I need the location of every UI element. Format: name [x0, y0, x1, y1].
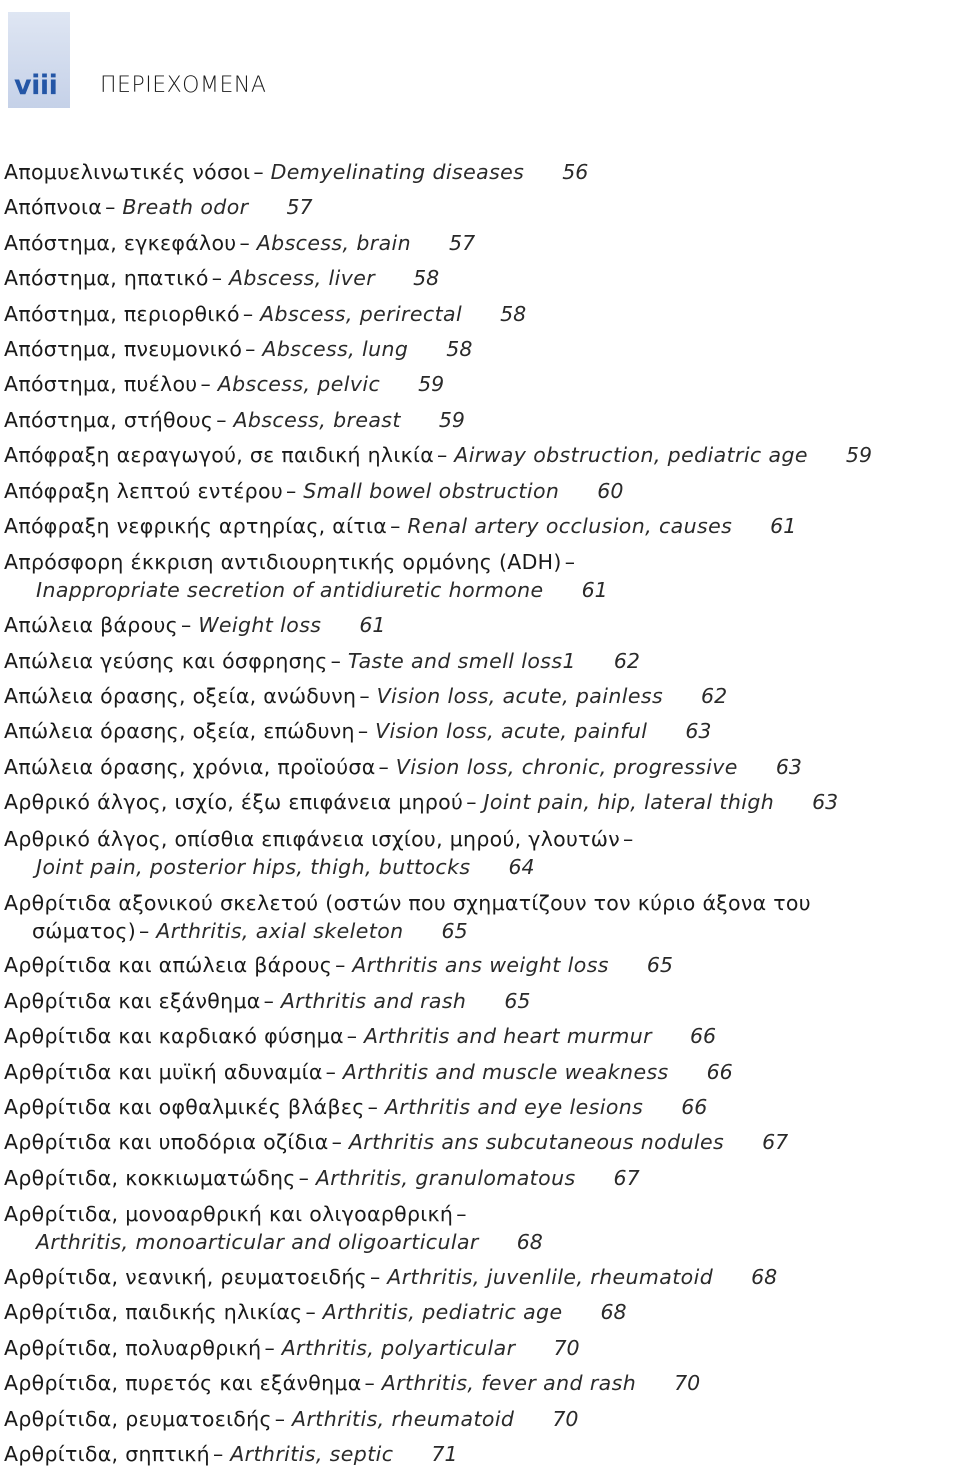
toc-entry [4, 1090, 956, 1125]
entry-dash: – [390, 514, 401, 539]
entry-greek-title: Αρθρίτιδα και εξάνθημα [4, 988, 261, 1013]
entry-english-title: Arthritis, polyarticular [281, 1335, 516, 1360]
entry-page-number: 61 [359, 613, 386, 638]
entry-greek-title: Αρθρίτιδα αξονικού σκελετού (οστών που σχηματίζουν τον κύριο άξονα του [4, 890, 811, 915]
entry-dash: – [245, 337, 256, 362]
entry-dash: – [239, 230, 250, 255]
entry-dash: – [264, 1335, 275, 1360]
entry-page-number: 63 [685, 719, 712, 744]
entry-greek-title: Απόστημα, ηπατικό [4, 266, 209, 291]
entry-dash: – [325, 1059, 336, 1084]
toc-entry [4, 821, 956, 885]
entry-greek-title: Αρθρίτιδα και οφθαλμικές βλάβες [4, 1094, 365, 1119]
entry-english-title: Abscess, breast [233, 407, 401, 432]
entry-english-title: Breath odor [122, 195, 249, 220]
toc-entry [4, 367, 956, 402]
entry-page-number: 70 [552, 1406, 579, 1431]
toc-entry [4, 1055, 956, 1090]
toc-entry [4, 1125, 956, 1160]
entry-page-number: 66 [681, 1094, 708, 1119]
entry-page-number: 64 [508, 854, 535, 879]
entry-greek-title-cont: σώματος) [32, 918, 137, 943]
entry-dash: – [378, 754, 389, 779]
entry-english-title: Arthritis, septic [230, 1441, 394, 1466]
entry-greek-title: Απόστημα, εγκεφάλου [4, 230, 237, 255]
entry-greek-title: Απόστημα, πνευμονικό [4, 337, 243, 362]
entry-greek-title: Απώλεια όρασης, χρόνια, προϊούσα [4, 754, 376, 779]
toc-entry [4, 1260, 956, 1295]
entry-greek-title: Αρθρίτιδα και μυϊκή αδυναμία [4, 1059, 323, 1084]
entry-greek-title: Αρθρικό άλγος, οπίσθια επιφάνεια ισχίου, μηρού, γλουτών [4, 826, 621, 851]
entry-page-number: 59 [845, 443, 872, 468]
toc-entry [4, 1402, 956, 1437]
entry-page-number: 58 [413, 266, 440, 291]
entry-greek-title: Αρθρίτιδα, πολυαρθρική [4, 1335, 262, 1360]
entry-dash: – [216, 407, 227, 432]
entry-greek-title: Αρθρίτιδα, νεανική, ρευματοειδής [4, 1264, 368, 1289]
entry-dash: – [200, 372, 211, 397]
toc-entry [4, 261, 956, 296]
entry-page-number: 68 [600, 1300, 627, 1325]
entry-page-number: 56 [562, 160, 589, 184]
entry-dash: – [263, 988, 274, 1013]
toc-entry [4, 1437, 956, 1472]
entry-dash: – [346, 1024, 358, 1049]
entry-greek-title: Απρόσφορη έκκριση αντιδιουρητικής ορμόνης (ADH) [4, 550, 562, 575]
entry-english-title: Joint pain, posterior hips, thigh, buttocks [36, 854, 471, 879]
entry-dash: – [139, 918, 150, 943]
entry-greek-title: Απώλεια όρασης, οξεία, ανώδυνη [4, 684, 357, 709]
entry-greek-title: Αρθρίτιδα και απώλεια βάρους [4, 953, 333, 978]
entry-greek-title: Αρθρίτιδα και υποδόρια οζίδια [4, 1130, 329, 1155]
section-title: ΠΕΡΙΕΧΟΜΕΝΑ [100, 73, 267, 98]
toc-entry [4, 474, 956, 509]
entry-english-title: Arthritis ans subcutaneous nodules [348, 1130, 725, 1155]
entry-english-title: Small bowel obstruction [303, 478, 560, 503]
entry-page-number: 66 [690, 1024, 717, 1049]
entry-dash: – [274, 1406, 286, 1431]
entry-dash: – [286, 478, 297, 503]
entry-dash: – [359, 684, 370, 709]
entry-greek-title: Απόπνοια [4, 195, 103, 220]
entry-english-title: Weight loss [198, 613, 322, 638]
entry-greek-title: Απόστημα, πυέλου [4, 372, 198, 397]
entry-greek-title: Αρθρίτιδα και καρδιακό φύσημα [4, 1024, 344, 1049]
toc-entry [4, 1366, 956, 1401]
toc-entry [4, 1196, 956, 1260]
entry-english-title: Abscess, liver [228, 266, 376, 291]
entry-english-title: Arthritis, fever and rash [381, 1371, 637, 1396]
entry-dash: – [335, 953, 346, 978]
entry-greek-title: Αρθρικό άλγος, ισχίο, έξω επιφάνεια μηρού [4, 790, 464, 815]
entry-english-title: Joint pain, hip, lateral thigh [483, 790, 775, 815]
toc-entry [4, 644, 956, 679]
toc-entry [4, 750, 956, 785]
toc-entry [4, 948, 956, 983]
toc-entry [4, 190, 956, 225]
entry-greek-title: Απώλεια όρασης, οξεία, επώδυνη [4, 719, 355, 744]
entry-greek-title: Απόφραξη αεραγωγού, σε παιδική ηλικία [4, 443, 435, 468]
entry-english-title: Arthritis, monoarticular and oligoarticular [36, 1230, 479, 1255]
entry-page-number: 62 [701, 684, 728, 709]
toc-entry [4, 509, 956, 544]
entry-english-title: Arthritis, granulomatous [315, 1165, 576, 1190]
entry-page-number: 58 [446, 337, 473, 362]
entry-greek-title: Απόφραξη νεφρικής αρτηρίας, αίτια [4, 514, 388, 539]
entry-dash: – [212, 1441, 224, 1466]
entry-page-number: 58 [500, 301, 527, 326]
entry-page-number: 61 [770, 514, 797, 539]
entry-english-title: Inappropriate secretion of antidiuretic hormone [36, 578, 544, 603]
toc-entry [4, 714, 956, 749]
entry-english-title: Arthritis, juvenlile, rheumatoid [387, 1264, 714, 1289]
entry-english-title: Vision loss, acute, painful [375, 719, 648, 744]
entry-greek-title: Απόφραξη λεπτού εντέρου [4, 478, 283, 503]
entry-greek-title: Απώλεια βάρους [4, 613, 178, 638]
entry-greek-title: Απόστημα, στήθους [4, 407, 214, 432]
entry-page-number: 65 [441, 918, 468, 943]
entry-greek-title: Αρθρίτιδα, πυρετός και εξάνθημα [4, 1371, 362, 1396]
entry-dash: – [564, 550, 575, 575]
toc-entry [4, 1331, 956, 1366]
entry-page-number: 71 [431, 1441, 458, 1466]
entry-page-number: 68 [516, 1230, 543, 1255]
entry-english-title: Demyelinating diseases [270, 160, 525, 184]
entry-dash: – [466, 790, 477, 815]
toc-entry [4, 155, 956, 190]
entry-dash: – [298, 1165, 309, 1190]
toc-entry [4, 679, 956, 714]
entry-dash: – [331, 1130, 342, 1155]
entry-dash: – [367, 1094, 378, 1119]
entry-page-number: 59 [418, 372, 445, 397]
entry-page-number: 65 [646, 953, 673, 978]
entry-greek-title: Αρθρίτιδα, παιδικής ηλικίας [4, 1300, 303, 1325]
entry-english-title: Vision loss, acute, painless [376, 684, 664, 709]
entry-english-title: Abscess, pelvic [217, 372, 381, 397]
entry-dash: – [357, 719, 369, 744]
entry-page-number: 62 [613, 648, 640, 673]
entry-dash: – [330, 648, 341, 673]
entry-english-title: Arthritis ans weight loss [352, 953, 609, 978]
toc-entry [4, 1161, 956, 1196]
entry-dash: – [211, 266, 222, 291]
entry-greek-title: Αρθρίτιδα, κοκκιωματώδης [4, 1165, 296, 1190]
entry-english-title: Airway obstruction, pediatric age [454, 443, 808, 468]
entry-page-number: 57 [286, 195, 313, 220]
entry-page-number: 68 [751, 1264, 778, 1289]
entry-dash: – [242, 301, 254, 326]
page-number: viii [14, 70, 58, 101]
entry-english-title: Arthritis, rheumatoid [292, 1406, 515, 1431]
entry-english-title: Abscess, lung [262, 337, 409, 362]
entry-greek-title: Απόστημα, περιορθικό [4, 301, 240, 326]
entry-greek-title: Αρθρίτιδα, μονοαρθρική και ολιγοαρθρική [4, 1202, 454, 1227]
entry-dash: – [456, 1202, 467, 1227]
entry-page-number: 63 [775, 754, 802, 779]
toc-entry [4, 885, 956, 949]
entry-page-number: 67 [762, 1130, 789, 1155]
entry-dash: – [180, 613, 192, 638]
entry-page-number: 67 [613, 1165, 640, 1190]
entry-page-number: 66 [706, 1059, 733, 1084]
toc-entry [4, 438, 956, 473]
entry-english-title: Abscess, perirectal [260, 301, 463, 326]
entry-page-number: 59 [438, 407, 465, 432]
table-of-contents [4, 155, 956, 1472]
entry-english-title: Abscess, brain [256, 230, 412, 255]
toc-entry [4, 984, 956, 1019]
entry-english-title: Vision loss, chronic, progressive [395, 754, 738, 779]
entry-greek-title: Αρθρίτιδα, ρευματοειδής [4, 1406, 272, 1431]
toc-entry [4, 297, 956, 332]
entry-dash: – [623, 826, 634, 851]
entry-page-number: 61 [581, 578, 608, 603]
entry-english-title: Arthritis and heart murmur [364, 1024, 652, 1049]
toc-entry [4, 785, 956, 820]
entry-english-title: Renal artery occlusion, causes [407, 514, 733, 539]
entry-greek-title: Απώλεια γεύσης και όσφρησης [4, 648, 328, 673]
entry-dash: – [105, 195, 116, 220]
toc-entry [4, 403, 956, 438]
toc-entry [4, 1295, 956, 1330]
entry-dash: – [370, 1264, 381, 1289]
entry-english-title: Arthritis, axial skeleton [156, 918, 404, 943]
entry-dash: – [253, 160, 264, 184]
entry-page-number: 65 [504, 988, 531, 1013]
toc-entry [4, 608, 956, 643]
entry-page-number: 70 [553, 1335, 580, 1360]
entry-dash: – [305, 1300, 316, 1325]
toc-entry [4, 332, 956, 367]
entry-greek-title: Απομυελινωτικές νόσοι [4, 160, 251, 184]
entry-page-number: 63 [812, 790, 839, 815]
entry-english-title: Taste and smell loss1 [347, 648, 576, 673]
entry-dash: – [364, 1371, 375, 1396]
toc-entry [4, 1019, 956, 1054]
toc-entry [4, 544, 956, 608]
entry-english-title: Arthritis and muscle weakness [342, 1059, 669, 1084]
entry-english-title: Arthritis and eye lesions [384, 1094, 644, 1119]
entry-page-number: 57 [449, 230, 476, 255]
entry-english-title: Arthritis and rash [280, 988, 467, 1013]
toc-entry [4, 226, 956, 261]
entry-greek-title: Αρθρίτιδα, σηπτική [4, 1441, 210, 1466]
entry-english-title: Arthritis, pediatric age [322, 1300, 563, 1325]
entry-dash: – [437, 443, 448, 468]
entry-page-number: 70 [674, 1371, 701, 1396]
entry-page-number: 60 [597, 478, 624, 503]
